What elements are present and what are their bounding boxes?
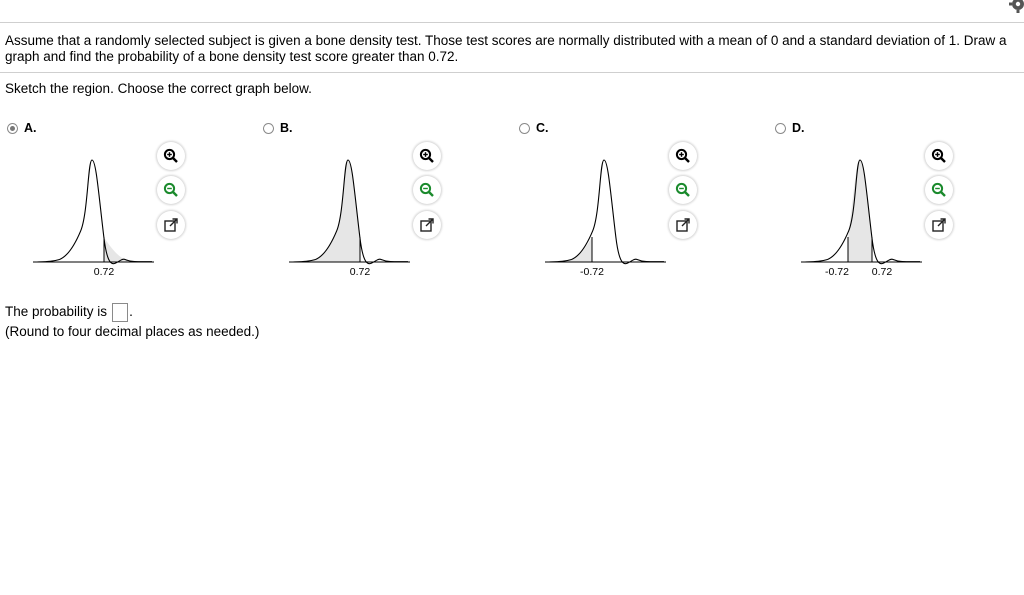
- rounding-hint: (Round to four decimal places as needed.): [5, 324, 260, 339]
- option-b-letter: B.: [280, 121, 293, 135]
- option-b-expand-button[interactable]: [413, 211, 441, 239]
- option-d-radio[interactable]: [775, 123, 786, 134]
- external-link-icon: [419, 217, 435, 233]
- zoom-in-icon: [419, 148, 435, 164]
- probability-answer-box[interactable]: [112, 303, 128, 322]
- option-d-letter: D.: [792, 121, 805, 135]
- answer-prefix: The probability is: [5, 304, 108, 319]
- option-a-expand-button[interactable]: [157, 211, 185, 239]
- answer-section: [5, 302, 259, 342]
- option-a-letter: A.: [24, 121, 37, 135]
- zoom-in-icon: [931, 148, 947, 164]
- option-a-zoom-out-button[interactable]: [157, 176, 185, 204]
- zoom-out-icon: [675, 182, 691, 198]
- option-a-radio[interactable]: [7, 123, 18, 134]
- option-d-tick-label-right: 0.72: [871, 266, 893, 276]
- option-b-zoom-in-button[interactable]: [413, 142, 441, 170]
- option-d-expand-button[interactable]: [925, 211, 953, 239]
- option-a-tick-label: 0.72: [93, 266, 115, 276]
- option-d[interactable]: [775, 118, 1024, 288]
- external-link-icon: [163, 217, 179, 233]
- option-b-radio[interactable]: [263, 123, 274, 134]
- settings-gear-icon[interactable]: [1008, 0, 1024, 14]
- question-divider: [0, 72, 1024, 73]
- sketch-instruction: Sketch the region. Choose the correct graph below.: [5, 81, 312, 96]
- option-c-zoom-out-button[interactable]: [669, 176, 697, 204]
- option-c-tick-label: -0.72: [580, 266, 604, 276]
- option-c-zoom-in-button[interactable]: [669, 142, 697, 170]
- option-c-graph: [544, 156, 669, 276]
- option-d-graph: [800, 156, 925, 276]
- option-b[interactable]: [263, 118, 519, 288]
- zoom-out-icon: [931, 182, 947, 198]
- zoom-out-icon: [163, 182, 179, 198]
- option-d-zoom-in-button[interactable]: [925, 142, 953, 170]
- option-c-radio[interactable]: [519, 123, 530, 134]
- top-divider: [0, 22, 1024, 23]
- option-c[interactable]: [519, 118, 775, 288]
- option-c-letter: C.: [536, 121, 549, 135]
- zoom-in-icon: [675, 148, 691, 164]
- option-d-zoom-out-button[interactable]: [925, 176, 953, 204]
- option-a-graph: [32, 156, 157, 276]
- external-link-icon: [931, 217, 947, 233]
- question-text: Assume that a randomly selected subject is given a bone density test. Those test scores are normally distributed with a mean of 0 and a standard deviation of 1. Draw a graph and find the probability of a bone density test score greater than 0.72.: [5, 33, 1007, 64]
- option-d-tick-label-left: -0.72: [825, 266, 849, 276]
- zoom-out-icon: [419, 182, 435, 198]
- option-c-expand-button[interactable]: [669, 211, 697, 239]
- answer-suffix: .: [129, 304, 133, 319]
- option-b-tick-label: 0.72: [349, 266, 371, 276]
- zoom-in-icon: [163, 148, 179, 164]
- external-link-icon: [675, 217, 691, 233]
- option-b-graph: [288, 156, 413, 276]
- option-a-zoom-in-button[interactable]: [157, 142, 185, 170]
- option-a[interactable]: [7, 118, 263, 288]
- option-b-zoom-out-button[interactable]: [413, 176, 441, 204]
